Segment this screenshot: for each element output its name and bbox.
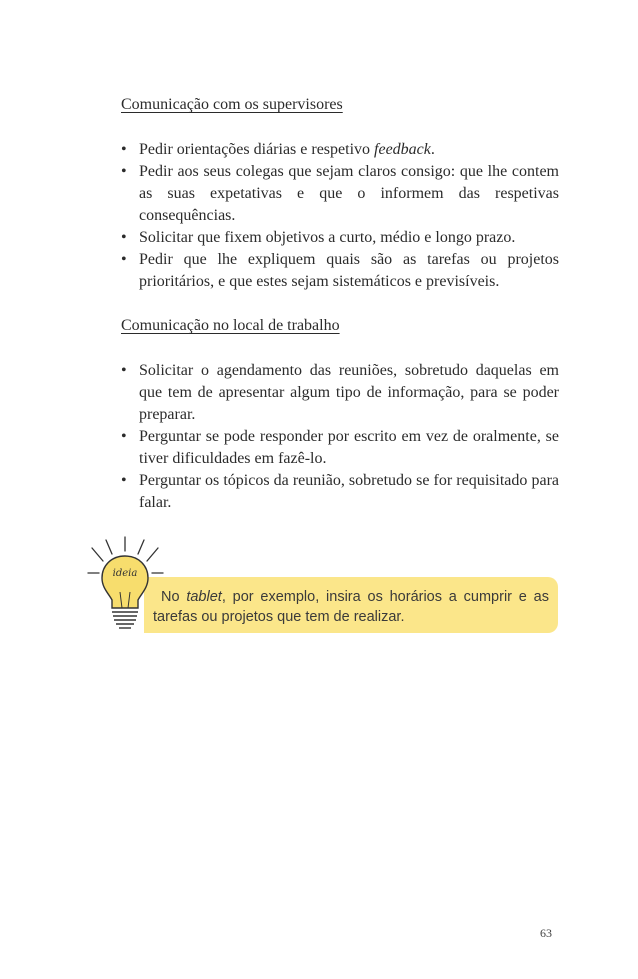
list-item xyxy=(121,139,559,161)
bullet-dot: • xyxy=(121,472,127,489)
bullet-dot: • xyxy=(121,362,127,379)
page-number: 63 xyxy=(540,926,552,940)
list-item xyxy=(121,426,559,470)
tip-callout xyxy=(80,534,560,636)
list-item-text: Pedir orientações diárias e respetivo xyxy=(139,141,375,158)
bullet-dot: • xyxy=(121,428,127,445)
list-item-text: Solicitar o agendamento das reuniões, sobretudo daquelas em que tem de apresentar algum tipo de informação, para se poder preparar. xyxy=(139,362,559,423)
bullet-dot: • xyxy=(121,141,127,158)
list-item xyxy=(121,227,559,249)
tip-text xyxy=(153,587,549,627)
bulb-label: ideia xyxy=(112,568,138,579)
list-item xyxy=(121,249,559,293)
list-item-text: Perguntar se pode responder por escrito em vez de oralmente, se tiver dificuldades em fazê-lo. xyxy=(139,428,559,467)
list-item xyxy=(121,470,559,514)
section-heading: Comunicação com os supervisores xyxy=(121,96,343,113)
list-item xyxy=(121,360,559,426)
tip-text-part: , por exemplo, insira os horários a cumprir e as tarefas ou projetos que tem de realizar. xyxy=(153,589,549,625)
tip-text-emphasis: tablet xyxy=(186,589,222,605)
section-supervisors xyxy=(121,94,559,293)
list-item xyxy=(121,161,559,227)
bullet-dot: • xyxy=(121,251,127,268)
tip-text-part: No xyxy=(161,589,187,605)
bullet-dot: • xyxy=(121,163,127,180)
list-item-text: Perguntar os tópicos da reunião, sobretudo se for requisitado para falar. xyxy=(139,472,559,511)
bullet-dot: • xyxy=(121,229,127,246)
bullet-list xyxy=(121,360,559,514)
list-item-text: Pedir aos seus colegas que sejam claros consigo: que lhe contem as suas expetativas e que o informem das respetivas consequências. xyxy=(139,163,559,224)
bullet-list xyxy=(121,139,559,293)
list-item-text: . xyxy=(430,141,435,158)
list-item-text: Pedir que lhe expliquem quais são as tarefas ou projetos prioritários, e que estes sejam sistemáticos e previsíveis. xyxy=(139,251,559,290)
list-item-text: Solicitar que fixem objetivos a curto, médio e longo prazo. xyxy=(139,229,516,246)
list-item-emphasis: feedback xyxy=(374,141,431,158)
section-heading: Comunicação no local de trabalho xyxy=(121,317,340,334)
main-content xyxy=(121,94,559,536)
section-workplace xyxy=(121,315,559,514)
